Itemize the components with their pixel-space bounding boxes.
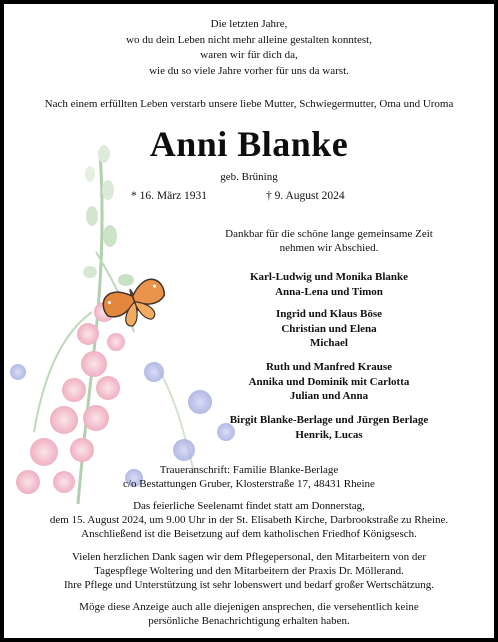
address-line: c/o Bestattungen Gruber, Klosterstraße 17, 48431 Rheine: [123, 478, 375, 490]
family-group: [199, 413, 459, 442]
family-line: Michael: [310, 337, 348, 349]
gratitude-text: [4, 550, 494, 592]
gratitude-line: Vielen herzlichen Dank sagen wir dem Pflegepersonal, den Mitarbeitern von der: [72, 551, 426, 563]
gratitude-line: Ihre Pflege und Unterstützung ist sehr lobenswert und bedarf großer Wertschätzung.: [63, 579, 435, 591]
family-line: Henrik, Lucas: [295, 428, 363, 441]
farewell-line: nehmen wir Abschied.: [279, 242, 379, 254]
family-group: [199, 307, 459, 351]
intro-text: Nach einem erfüllten Leben verstarb unsere liebe Mutter, Schwiegermutter, Oma und Uroma: [44, 98, 454, 110]
farewell-text: [199, 227, 459, 255]
mourning-address: [4, 463, 494, 491]
family-line: Birgit Blanke-Berlage und Jürgen Berlage: [229, 414, 429, 426]
family-line: Christian und Elena: [281, 322, 377, 335]
family-line: Ruth und Manfred Krause: [265, 361, 392, 373]
family-group: [199, 270, 459, 299]
deceased-name: Anni Blanke: [149, 124, 349, 164]
family-line: Karl-Ludwig und Monika Blanke: [249, 271, 409, 283]
requiem-info: [4, 499, 494, 541]
gratitude-line: Tagespflege Woltering und den Mitarbeitern der Praxis Dr. Möllerand.: [94, 565, 404, 577]
closing-text: [4, 600, 494, 628]
poem-line: wie du so viele Jahre vorher für uns da warst.: [149, 64, 349, 77]
birth-date: * 16. März 1931: [131, 190, 208, 202]
family-line: Annika und Dominik mit Carlotta: [248, 375, 410, 388]
closing-line: Möge diese Anzeige auch alle diejenigen ansprechen, die versehentlich keine: [79, 601, 419, 613]
poem-line: wo du dein Leben nicht mehr alleine gestalten konntest,: [126, 33, 372, 46]
requiem-line: dem 15. August 2024, um 9.00 Uhr in der St. Elisabeth Kirche, Darbrookstraße zu Rheine.: [49, 514, 449, 526]
maiden-name: geb. Brüning: [220, 171, 278, 183]
requiem-line: Das feierliche Seelenamt findet statt am Donnerstag,: [133, 500, 365, 512]
family-line: Anna-Lena und Timon: [275, 285, 383, 298]
family-line: Julian und Anna: [289, 390, 369, 402]
poem-line: Die letzten Jahre,: [210, 18, 288, 30]
family-line: Ingrid und Klaus Böse: [275, 308, 383, 320]
farewell-line: Dankbar für die schöne lange gemeinsame Zeit: [225, 228, 433, 240]
address-line: Traueranschrift: Familie Blanke-Berlage: [159, 464, 339, 476]
opening-poem: [4, 17, 494, 79]
family-group: [199, 360, 459, 404]
poem-line: waren wir für dich da,: [200, 49, 298, 61]
death-date: † 9. August 2024: [266, 190, 345, 202]
closing-line: persönliche Benachrichtigung erhalten haben.: [148, 615, 350, 627]
requiem-line: Anschließend ist die Beisetzung auf dem katholischen Friedhof Königsesch.: [81, 528, 417, 540]
butterfly-illustration: [100, 276, 172, 333]
